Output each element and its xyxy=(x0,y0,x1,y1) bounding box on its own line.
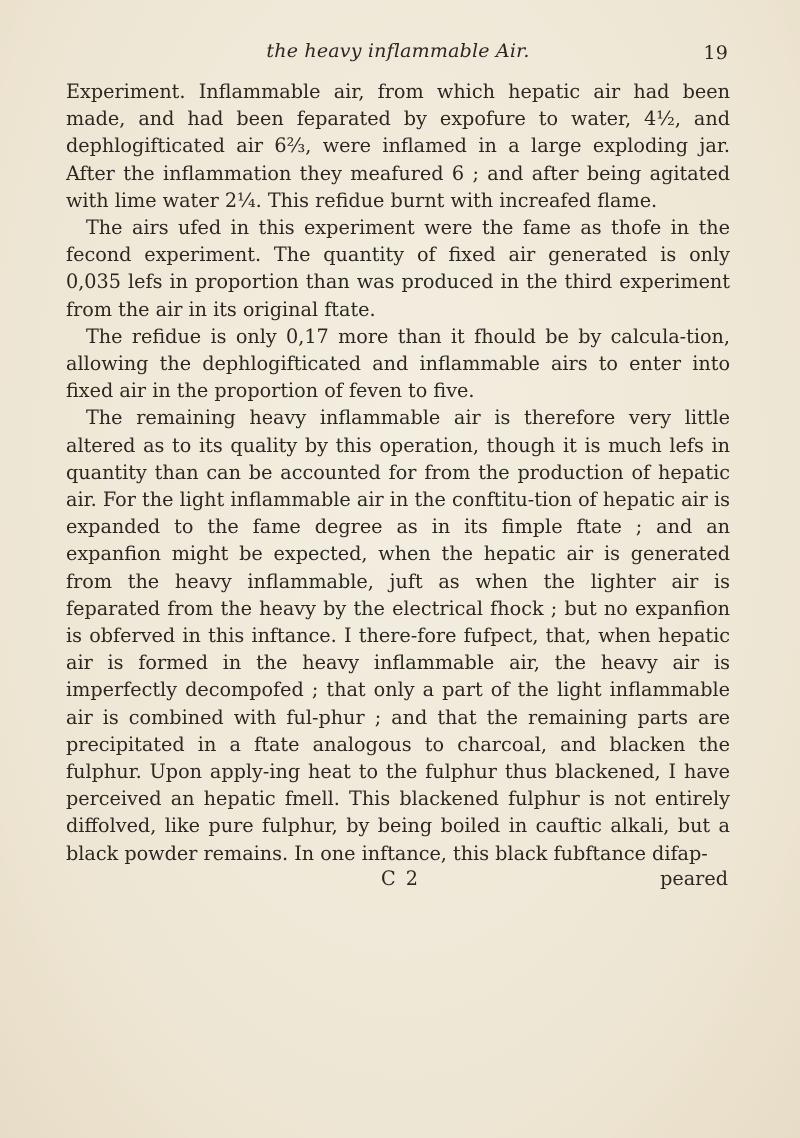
page-footer xyxy=(66,867,730,895)
body-text xyxy=(66,78,730,867)
catchword: peared xyxy=(660,866,728,890)
running-title: the heavy inflammable Air. xyxy=(266,40,530,62)
paragraph-residue: The refidue is only 0,17 more than it fhould be by calcula-tion, allowing the dephlogifticated and inflammable airs to enter into fixed air in the proportion of feven to five. xyxy=(66,324,730,403)
paragraph-experiment: Experiment. Inflammable air, from which hepatic air had been made, and had been feparated by expofure to water, 4½, and dephlogifticated air 6⅔, were inflamed in a large exploding jar. After the inflammation they meafured 6 ; and after being agitated with lime water 2¼. This refidue burnt with increafed flame. xyxy=(66,80,730,212)
paragraph-airs-used: The airs ufed in this experiment were the fame as thofe in the fecond experiment. The quantity of fixed air generated is only 0,035 lefs in proportion than was produced in the third experiment from the air in its original ftate. xyxy=(66,216,730,321)
page-number: 19 xyxy=(703,42,728,64)
running-head xyxy=(66,36,730,70)
paragraph-remaining-air: The remaining heavy inflammable air is therefore very little altered as to its quality by this operation, though it is much lefs in quantity than can be accounted for from the production of hepatic air. For the light inflammable air in the conftitu-tion of hepatic air is expanded to the fame degree as in its fimple ftate ; and an expanfion might be expected, when the hepatic air is generated from the heavy inflammable, juft as when the lighter air is feparated from the heavy by the electrical fhock ; but no expanfion is obferved in this inftance. I there-fore fufpect, that, when hepatic air is formed in the heavy inflammable air, the heavy air is imperfectly decompofed ; that only a part of the light inflammable air is combined with ful-phur ; and that the remaining parts are precipitated in a ftate analogous to charcoal, and blacken the fulphur. Upon apply-ing heat to the fulphur thus blackened, I have perceived an hepatic fmell. This blackened fulphur is not entirely diffolved, like pure fulphur, by being boiled in cauftic alkali, but a black powder remains. In one inftance, this black fubftance difap- xyxy=(66,406,730,865)
signature-mark: C 2 xyxy=(381,866,420,890)
